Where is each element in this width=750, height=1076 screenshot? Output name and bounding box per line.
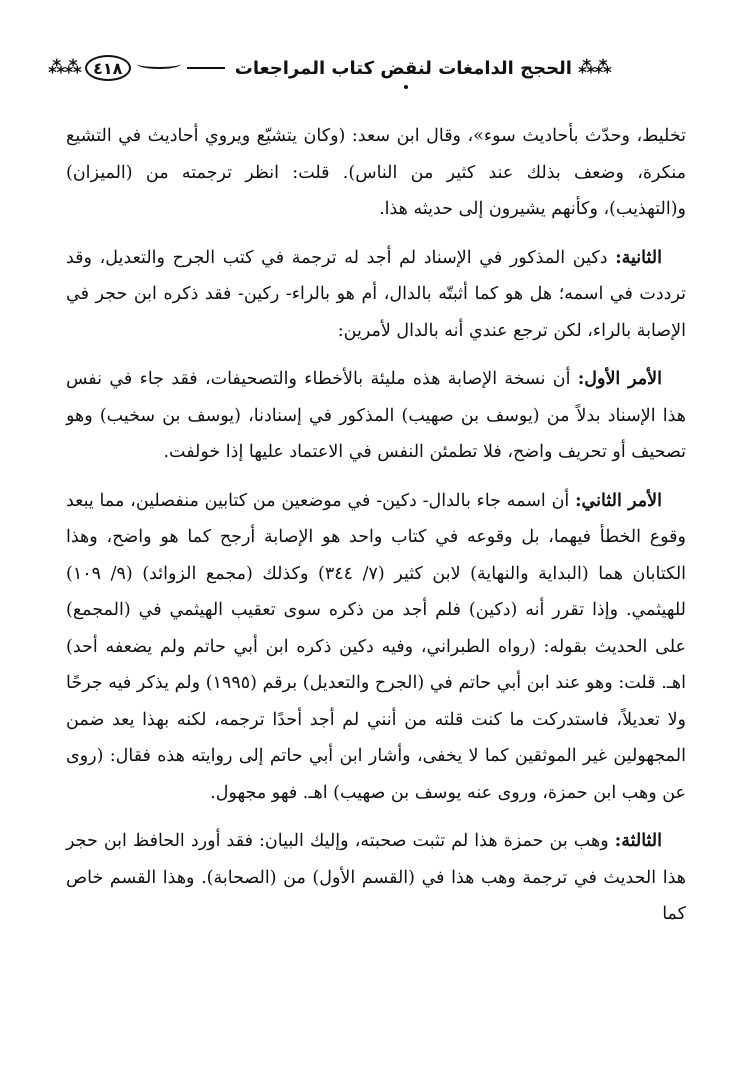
page-body: [66, 118, 686, 945]
paragraph-5: [66, 823, 686, 933]
paragraph-text: وهب بن حمزة هذا لم تثبت صحبته، وإليك البيان: فقد أورد الحافظ ابن حجر هذا الحديث في ترجمة وهب هذا في (القسم الأول) من (الصحابة). وهذا القسم خاص كما: [66, 831, 686, 924]
paragraph-text: تخليط، وحدّث بأحاديث سوء»، وقال ابن سعد: (وكان يتشيّع ويروي أحاديث في التشيع منكرة، وضعف بذلك عند كثير من الناس). قلت: انظر ترجمته من (الميزان) و(التهذيب)، وكأنهم يشيرون إلى حديثه هذا.: [66, 126, 686, 219]
paragraph-lead: الثالثة:: [614, 831, 662, 851]
page-header: [48, 50, 700, 86]
swash-ornament-icon: [137, 59, 181, 69]
paragraph-lead: الأمر الأول:: [577, 369, 662, 389]
left-ornament-icon: ⁂⁂: [48, 58, 81, 78]
paragraph-3: [66, 361, 686, 471]
paragraph-1: [66, 118, 686, 228]
paragraph-2: [66, 240, 686, 350]
paragraph-4: [66, 483, 686, 812]
paragraph-lead: الأمر الثاني:: [575, 490, 662, 511]
paragraph-text: دكين المذكور في الإسناد لم أجد له ترجمة في كتب الجرح والتعديل، وقد ترددت في اسمه؛ هل هو كما أثبتّه بالدال، أم هو بالراء- ركين- فقد ذكره ابن حجر في الإصابة بالراء، لكن ترجع عندي أنه بالدال لأمرين:: [66, 247, 686, 341]
header-rule: [187, 67, 225, 69]
header-dot-icon: [404, 85, 408, 89]
right-ornament-icon: ⁂⁂: [577, 58, 611, 78]
book-title: الحجج الدامغات لنقض كتاب المراجعات: [234, 57, 572, 79]
paragraph-text: أن اسمه جاء بالدال- دكين- في موضعين من كتابين منفصلين، مما يبعد وقوع الخطأ فيهما، بل وقوعه في كتاب واحد هو الإصابة أرجح كما هو واضح، وهذا الكتابان هما (البداية والنهاية) لابن كثير (٧/ ٣٤٤) وكذلك (مجمع الزوائد) (٩/ ١٠٩) للهيثمي. وإذا تقرر أنه (دكين) فلم أجد من ذكره سوى تعقيب الهيثمي في (المجمع) على الحديث بقوله: (رواه الطبراني، وفيه دكين ذكره ابن أبي حاتم ولم يضعفه أحد) اهـ. قلت: وهو عند ابن أبي حاتم في (الجرح والتعديل) برقم (١٩٩٥) ولم يذكر فيه جرحًا ولا تعديلاً، فاستدركت ما كنت قلته من أنني لم أجد أحدًا ترجمه، لكنه بهذا يعد ضمن المجهولين غير الموثقين كما لا يخفى، وأشار ابن أبي حاتم إلى روايته هذه فقال: (روى عن وهب ابن حمزة، وروى عنه يوسف بن صهيب) اهـ. فهو مجهول.: [66, 490, 687, 803]
paragraph-text: أن نسخة الإصابة هذه مليئة بالأخطاء والتصحيفات، فقد جاء في نفس هذا الإسناد بدلاً من (يوسف بن صهيب) المذكور في إسنادنا، (يوسف بن سخيب) وهو تصحيف أو تحريف واضح، فلا تطمئن النفس في الاعتماد عليها إذا خولفت.: [66, 369, 686, 462]
paragraph-lead: الثانية:: [615, 247, 662, 268]
page-number: ٤١٨: [85, 55, 131, 81]
